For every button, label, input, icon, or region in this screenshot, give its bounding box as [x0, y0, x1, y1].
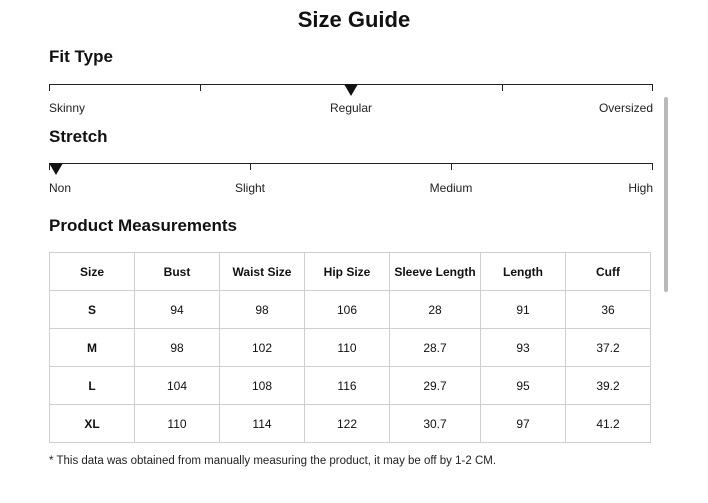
stretch-label-medium: Medium — [429, 181, 473, 195]
table-cell: 30.7 — [390, 405, 481, 443]
measurements-heading: Product Measurements — [49, 216, 237, 235]
table-cell: 91 — [481, 291, 566, 329]
table-cell: 114 — [220, 405, 305, 443]
column-header-cuff: Cuff — [566, 253, 651, 291]
table-cell: 110 — [135, 405, 220, 443]
size-cell: M — [50, 329, 135, 367]
fit-type-heading: Fit Type — [49, 47, 113, 66]
dialog-title: Size Guide — [297, 7, 411, 32]
column-header-hip-size: Hip Size — [305, 253, 390, 291]
stretch-labels — [49, 181, 653, 197]
fit-type-label-skinny: Skinny — [49, 101, 86, 115]
fit-type-labels — [49, 101, 653, 117]
scale-tick — [652, 84, 653, 91]
size-cell: S — [50, 291, 135, 329]
table-cell: 97 — [481, 405, 566, 443]
table-cell: 98 — [135, 329, 220, 367]
table-cell: 116 — [305, 367, 390, 405]
fit-type-label-oversized: Oversized — [598, 101, 653, 115]
table-header-row — [50, 253, 651, 291]
table-row — [50, 329, 651, 367]
size-cell: L — [50, 367, 135, 405]
table-row — [50, 291, 651, 329]
measurement-disclaimer: * This data was obtained from manually measuring the product, it may be off by 1-2 CM. — [49, 455, 497, 467]
scale-tick — [451, 163, 452, 170]
column-header-length: Length — [481, 253, 566, 291]
table-cell: 41.2 — [566, 405, 651, 443]
table-cell: 106 — [305, 291, 390, 329]
table-cell: 94 — [135, 291, 220, 329]
column-header-waist-size: Waist Size — [220, 253, 305, 291]
scale-tick — [250, 163, 251, 170]
table-cell: 108 — [220, 367, 305, 405]
measurements-table — [49, 252, 651, 443]
table-cell: 104 — [135, 367, 220, 405]
fit-type-indicator — [344, 84, 358, 96]
table-cell: 102 — [220, 329, 305, 367]
table-cell: 95 — [481, 367, 566, 405]
column-header-bust: Bust — [135, 253, 220, 291]
scale-tick — [49, 84, 50, 91]
table-cell: 39.2 — [566, 367, 651, 405]
column-header-sleeve-length: Sleeve Length — [390, 253, 481, 291]
table-cell: 122 — [305, 405, 390, 443]
table-cell: 110 — [305, 329, 390, 367]
table-cell: 36 — [566, 291, 651, 329]
stretch-heading: Stretch — [49, 127, 108, 146]
stretch-label-non: Non — [49, 181, 72, 195]
table-row — [50, 367, 651, 405]
stretch-label-high: High — [628, 181, 653, 195]
table-cell: 28.7 — [390, 329, 481, 367]
fit-type-label-regular: Regular — [329, 101, 373, 115]
table-cell: 93 — [481, 329, 566, 367]
table-cell: 37.2 — [566, 329, 651, 367]
table-cell: 28 — [390, 291, 481, 329]
table-row — [50, 405, 651, 443]
stretch-label-slight: Slight — [234, 181, 266, 195]
scale-tick — [200, 84, 201, 91]
table-cell: 98 — [220, 291, 305, 329]
fit-type-scale — [49, 84, 653, 96]
column-header-size: Size — [50, 253, 135, 291]
scale-tick — [652, 163, 653, 170]
scale-tick — [502, 84, 503, 91]
stretch-indicator — [49, 163, 63, 175]
stretch-scale — [49, 163, 653, 175]
size-cell: XL — [50, 405, 135, 443]
stretch-scale-line — [49, 163, 653, 164]
table-cell: 29.7 — [390, 367, 481, 405]
scrollbar-thumb[interactable] — [664, 97, 668, 292]
